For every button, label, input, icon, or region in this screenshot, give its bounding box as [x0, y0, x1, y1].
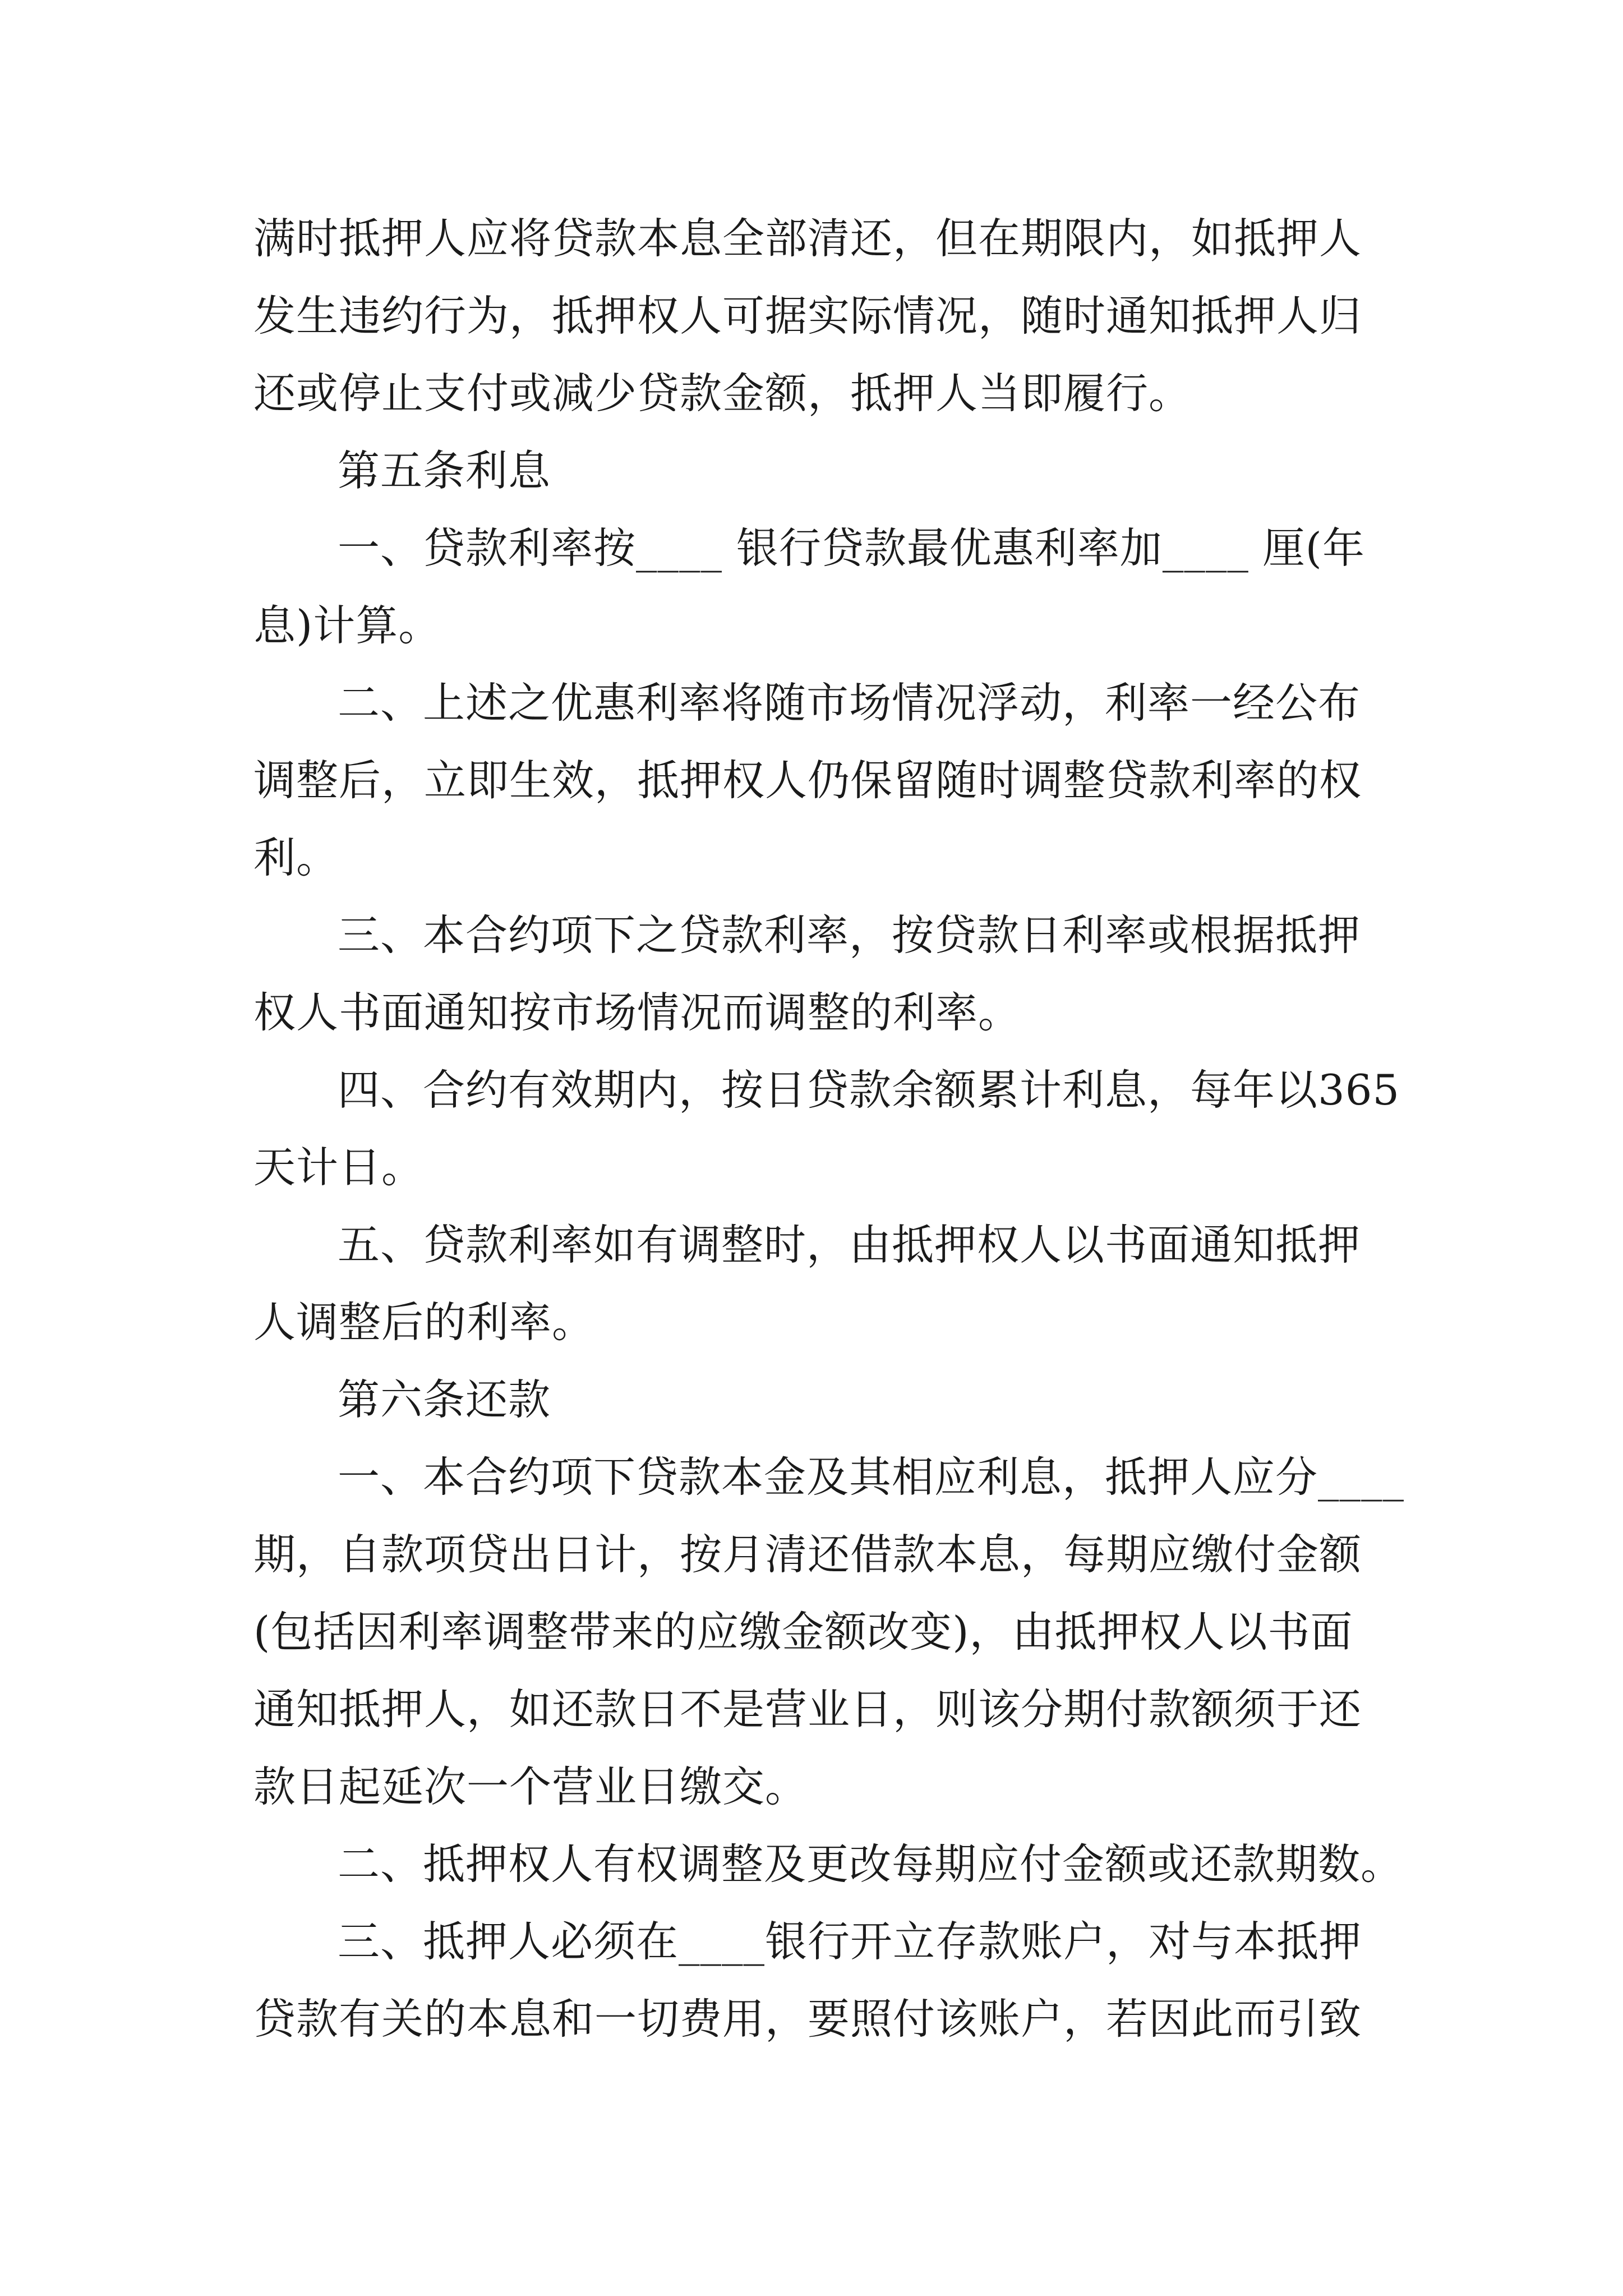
text-line: 期，自款项贷出日计，按月清还借款本息，每期应缴付金额 — [253, 1530, 1362, 1579]
text-line: 二、上述之优惠利率将随市场情况浮动，利率一经公布 — [338, 678, 1361, 728]
text-line: 息)计算。 — [253, 601, 441, 650]
text-line: 贷款有关的本息和一切费用，要照付该账户，若因此而引致 — [253, 1994, 1362, 2044]
text-line: (包括因利率调整带来的应缴金额改变)，由抵押权人以书面 — [253, 1607, 1353, 1657]
text-line: 发生违约行为，抵押权人可据实际情况，随时通知抵押人归 — [253, 291, 1362, 341]
text-line: 五、贷款利率如有调整时，由抵押权人以书面通知抵押 — [338, 1220, 1361, 1269]
document-body — [253, 200, 1405, 2058]
text-line: 满时抵押人应将贷款本息全部清还，但在期限内，如抵押人 — [253, 214, 1362, 263]
text-line: 天计日。 — [253, 1143, 425, 1192]
text-line: 调整后，立即生效，抵押权人仍保留随时调整贷款利率的权 — [253, 756, 1362, 805]
text-line: 二、抵押权人有权调整及更改每期应付金额或还款期数。 — [338, 1839, 1404, 1889]
text-line: 一、本合约项下贷款本金及其相应利息，抵押人应分____ — [338, 1452, 1405, 1502]
text-line: 三、抵押人必须在____银行开立存款账户，对与本抵押 — [338, 1917, 1362, 1966]
text-line: 权人书面通知按市场情况而调整的利率。 — [253, 988, 1021, 1037]
text-line: 三、本合约项下之贷款利率，按贷款日利率或根据抵押 — [338, 910, 1361, 960]
text-line: 通知抵押人，如还款日不是营业日，则该分期付款额须于还 — [253, 1685, 1362, 1734]
text-line: 款日起延次一个营业日缴交。 — [253, 1762, 808, 1811]
text-line: 一、贷款利率按____ 银行贷款最优惠利率加____ 厘(年 — [338, 523, 1365, 573]
text-line: 利。 — [253, 833, 339, 882]
text-line: 人调整后的利率。 — [253, 1297, 595, 1347]
text-line: 四、合约有效期内，按日贷款余额累计利息，每年以365 — [338, 1065, 1400, 1115]
text-line: 还或停止支付或减少贷款金额，抵押人当即履行。 — [253, 369, 1192, 418]
section-heading: 第五条利息 — [338, 446, 551, 495]
section-heading: 第六条还款 — [338, 1375, 551, 1424]
